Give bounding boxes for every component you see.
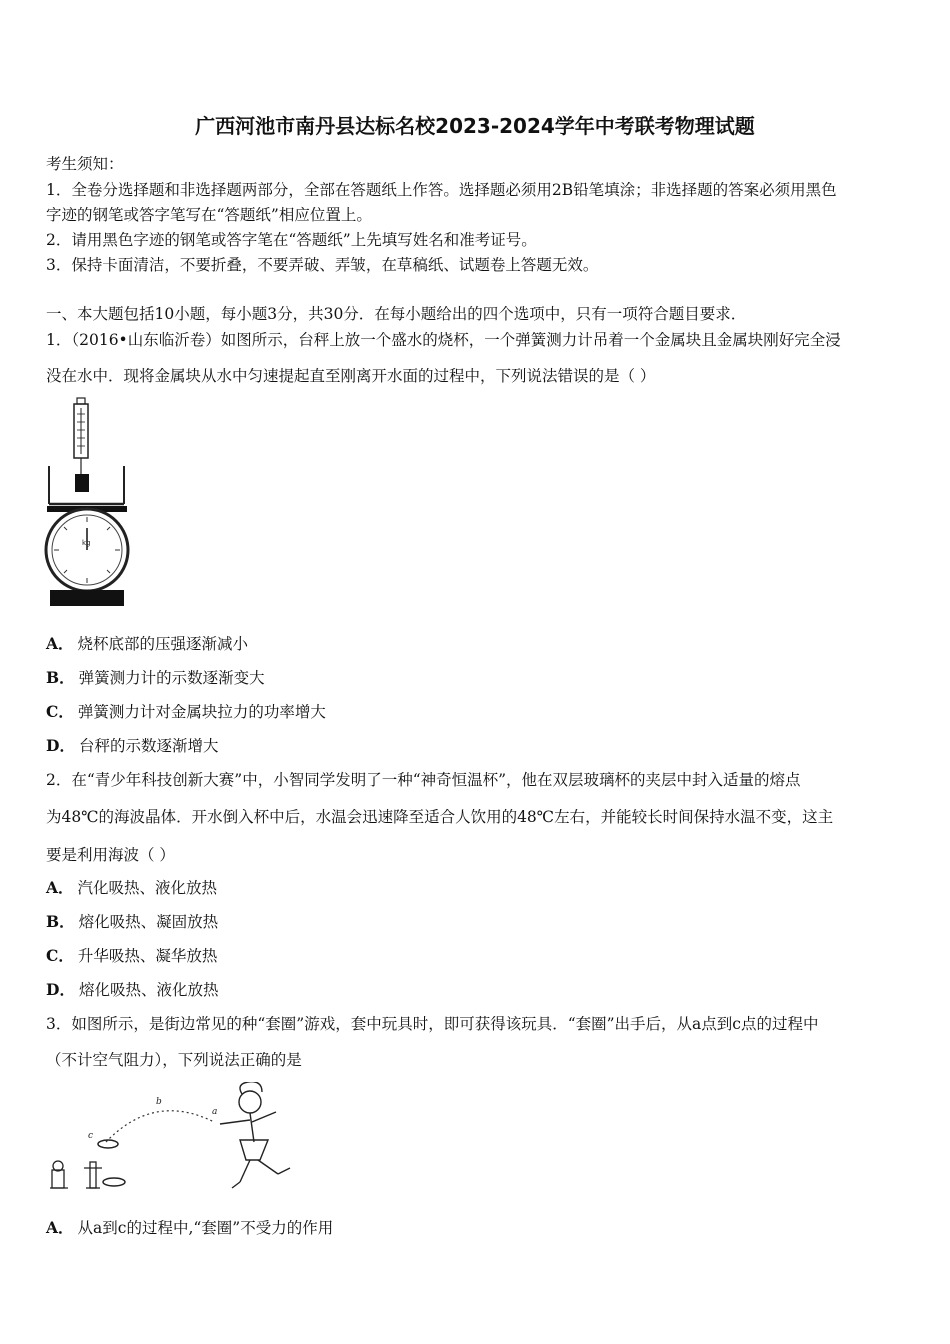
- option-text: 熔化吸热、液化放热: [78, 981, 219, 999]
- point-c-label: c: [88, 1131, 94, 1141]
- option-label: A．: [46, 634, 74, 653]
- option-label: C．: [46, 946, 74, 965]
- option-text: 升华吸热、凝华放热: [77, 947, 218, 965]
- question-3-text: （不计空气阻力），下列说法正确的是: [46, 1051, 302, 1069]
- question-2-text: 为48℃的海波晶体．开水倒入杯中后，水温会迅速降至适合人饮用的48℃左右，并能较长时间保持水温不变，这主: [46, 808, 834, 826]
- q1-option-d[interactable]: [46, 734, 218, 756]
- ring-toss-figure: [44, 1082, 320, 1198]
- option-text: 从a到c的过程中,“套圈”不受力的作用: [77, 1219, 334, 1237]
- q2-option-a[interactable]: [46, 876, 217, 898]
- question-1-text: 1．（2016•山东临沂卷）如图所示，台秤上放一个盛水的烧杯，一个弹簧测力计吊着一个金属块且金属块刚好完全浸: [46, 331, 841, 349]
- question-2-text: 要是利用海波（ ）: [46, 846, 175, 864]
- notice-heading: 考生须知：: [46, 155, 124, 173]
- dial-unit-label: kg: [82, 539, 91, 547]
- option-label: D．: [46, 736, 75, 755]
- section-heading: 一、本大题包括10小题，每小题3分，共30分．在每小题给出的四个选项中，只有一项符合题目要求．: [46, 305, 747, 323]
- notice-item: 1．全卷分选择题和非选择题两部分，全部在答题纸上作答。选择题必须用2B铅笔填涂；非选择题的答案必须用黑色: [46, 181, 837, 199]
- notice-item: 字迹的钢笔或答字笔写在“答题纸”相应位置上。: [46, 206, 372, 224]
- q3-option-a[interactable]: [46, 1216, 333, 1238]
- scale-beaker-figure: [44, 396, 134, 608]
- q2-option-b[interactable]: [46, 910, 218, 932]
- option-label: D．: [46, 980, 75, 999]
- notice-item: 2．请用黑色字迹的钢笔或答字笔在“答题纸”上先填写姓名和准考证号。: [46, 231, 537, 249]
- q1-option-b[interactable]: [46, 666, 265, 688]
- option-label: B．: [46, 668, 75, 687]
- question-1-text: 没在水中．现将金属块从水中匀速提起直至刚离开水面的过程中，下列说法错误的是（ ）: [46, 367, 656, 385]
- option-text: 汽化吸热、液化放热: [77, 879, 218, 897]
- option-text: 台秤的示数逐渐增大: [78, 737, 219, 755]
- question-2-text: 2．在“青少年科技创新大赛”中，小智同学发明了一种“神奇恒温杯”，他在双层玻璃杯的夹层中封入适量的熔点: [46, 771, 801, 789]
- page-title: 广西河池市南丹县达标名校2023-2024学年中考联考物理试题: [195, 114, 755, 138]
- point-a-label: a: [212, 1107, 218, 1117]
- q2-option-d[interactable]: [46, 978, 218, 1000]
- q2-option-c[interactable]: [46, 944, 217, 966]
- option-text: 弹簧测力计的示数逐渐变大: [78, 669, 265, 687]
- q1-option-a[interactable]: [46, 632, 248, 654]
- notice-item: 3．保持卡面清洁，不要折叠，不要弄破、弄皱，在草稿纸、试题卷上答题无效。: [46, 256, 599, 274]
- option-label: C．: [46, 702, 74, 721]
- option-label: B．: [46, 912, 75, 931]
- option-text: 弹簧测力计对金属块拉力的功率增大: [77, 703, 326, 721]
- option-label: A．: [46, 878, 74, 897]
- option-text: 烧杯底部的压强逐渐减小: [77, 635, 249, 653]
- question-3-text: 3．如图所示，是街边常见的种“套圈”游戏，套中玩具时，即可获得该玩具．“套圈”出手后，从a点到c点的过程中: [46, 1015, 819, 1033]
- q1-option-c[interactable]: [46, 700, 326, 722]
- option-text: 熔化吸热、凝固放热: [78, 913, 219, 931]
- point-b-label: b: [156, 1097, 162, 1107]
- option-label: A．: [46, 1218, 74, 1237]
